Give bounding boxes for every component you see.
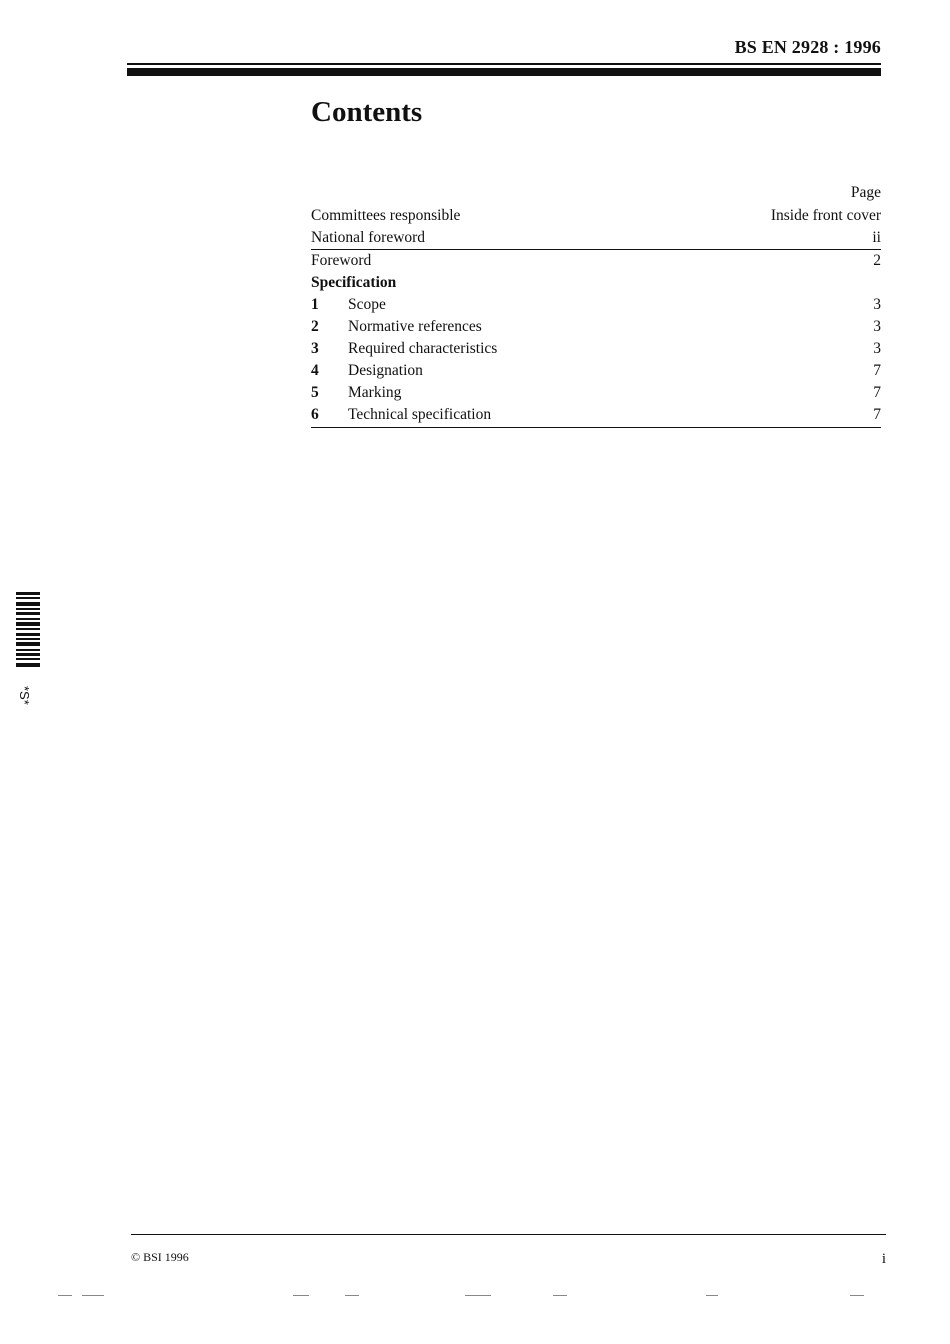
- barcode-bar: [16, 653, 40, 656]
- barcode-bar: [16, 628, 40, 630]
- barcode-bar: [16, 592, 40, 595]
- barcode-bar: [16, 602, 40, 606]
- clause-page: 3: [873, 340, 881, 357]
- clause-label: Required characteristics: [348, 340, 498, 357]
- page-column-header: Page: [850, 184, 881, 201]
- header-rule-thick: [127, 68, 881, 76]
- copyright: © BSI 1996: [131, 1250, 189, 1264]
- standard-number: BS EN 2928 : 1996: [734, 37, 881, 57]
- clause-number: 3: [311, 340, 319, 357]
- clause-label: Designation: [348, 362, 423, 379]
- toc-clause: [311, 360, 881, 382]
- toc-clause: [311, 382, 881, 404]
- barcode-bar: [16, 649, 40, 651]
- barcode-bar: [16, 612, 40, 615]
- clause-page: 7: [873, 406, 881, 423]
- clause-page: 3: [873, 318, 881, 335]
- toc-entry-page: Inside front cover: [770, 207, 881, 224]
- barcode-bar: [16, 608, 40, 610]
- scan-artifacts: [0, 1295, 950, 1303]
- barcode-bar: [16, 597, 40, 599]
- scan-dash: [850, 1295, 864, 1296]
- table-of-contents: [311, 184, 881, 428]
- clause-page: 7: [873, 384, 881, 401]
- scan-dash: [82, 1295, 104, 1296]
- toc-end-rule: [311, 427, 881, 428]
- toc-clause: [311, 404, 881, 426]
- scan-dash: [345, 1295, 359, 1296]
- footer-rule: [131, 1234, 886, 1235]
- header-rule-thin: [127, 63, 881, 65]
- barcode-bar: [16, 642, 40, 646]
- clause-label: Normative references: [348, 318, 482, 335]
- scan-dash: [706, 1295, 718, 1296]
- barcode-bar: [16, 663, 40, 667]
- scan-dash: [465, 1295, 491, 1296]
- barcode: [16, 592, 40, 667]
- barcode-bar: [16, 633, 40, 636]
- barcode-bar: [16, 638, 40, 640]
- toc-entry-label: Foreword: [311, 252, 372, 269]
- clause-label: Scope: [348, 296, 386, 313]
- page-number: i: [881, 1251, 886, 1267]
- barcode-bar: [16, 622, 40, 626]
- section-heading-specification: Specification: [311, 274, 397, 291]
- toc-entry-label: Committees responsible: [311, 207, 461, 224]
- clause-page: 3: [873, 296, 881, 313]
- toc-entry-committees: [311, 205, 881, 227]
- barcode-bar: [16, 618, 40, 620]
- toc-entry-page: ii: [872, 229, 881, 246]
- clause-label: Technical specification: [348, 406, 492, 423]
- clause-number: 5: [311, 384, 319, 401]
- clause-page: 7: [873, 362, 881, 379]
- clause-number: 2: [311, 318, 319, 335]
- scan-dash: [58, 1295, 72, 1296]
- scan-dash: [293, 1295, 309, 1296]
- barcode-bar: [16, 658, 40, 660]
- toc-entry-national-foreword: [311, 227, 881, 250]
- clause-number: 4: [311, 362, 319, 379]
- clause-label: Marking: [348, 384, 402, 401]
- toc-entry-foreword: [311, 250, 881, 272]
- toc-clause: [311, 294, 881, 316]
- toc-entry-page: 2: [873, 252, 881, 269]
- toc-entry-label: National foreword: [311, 229, 426, 246]
- page-title: Contents: [311, 96, 423, 128]
- toc-clause: [311, 316, 881, 338]
- clause-number: 1: [311, 296, 319, 313]
- toc-clause: [311, 338, 881, 360]
- side-mark: *S*: [17, 686, 32, 705]
- scan-dash: [553, 1295, 567, 1296]
- clause-number: 6: [311, 406, 319, 423]
